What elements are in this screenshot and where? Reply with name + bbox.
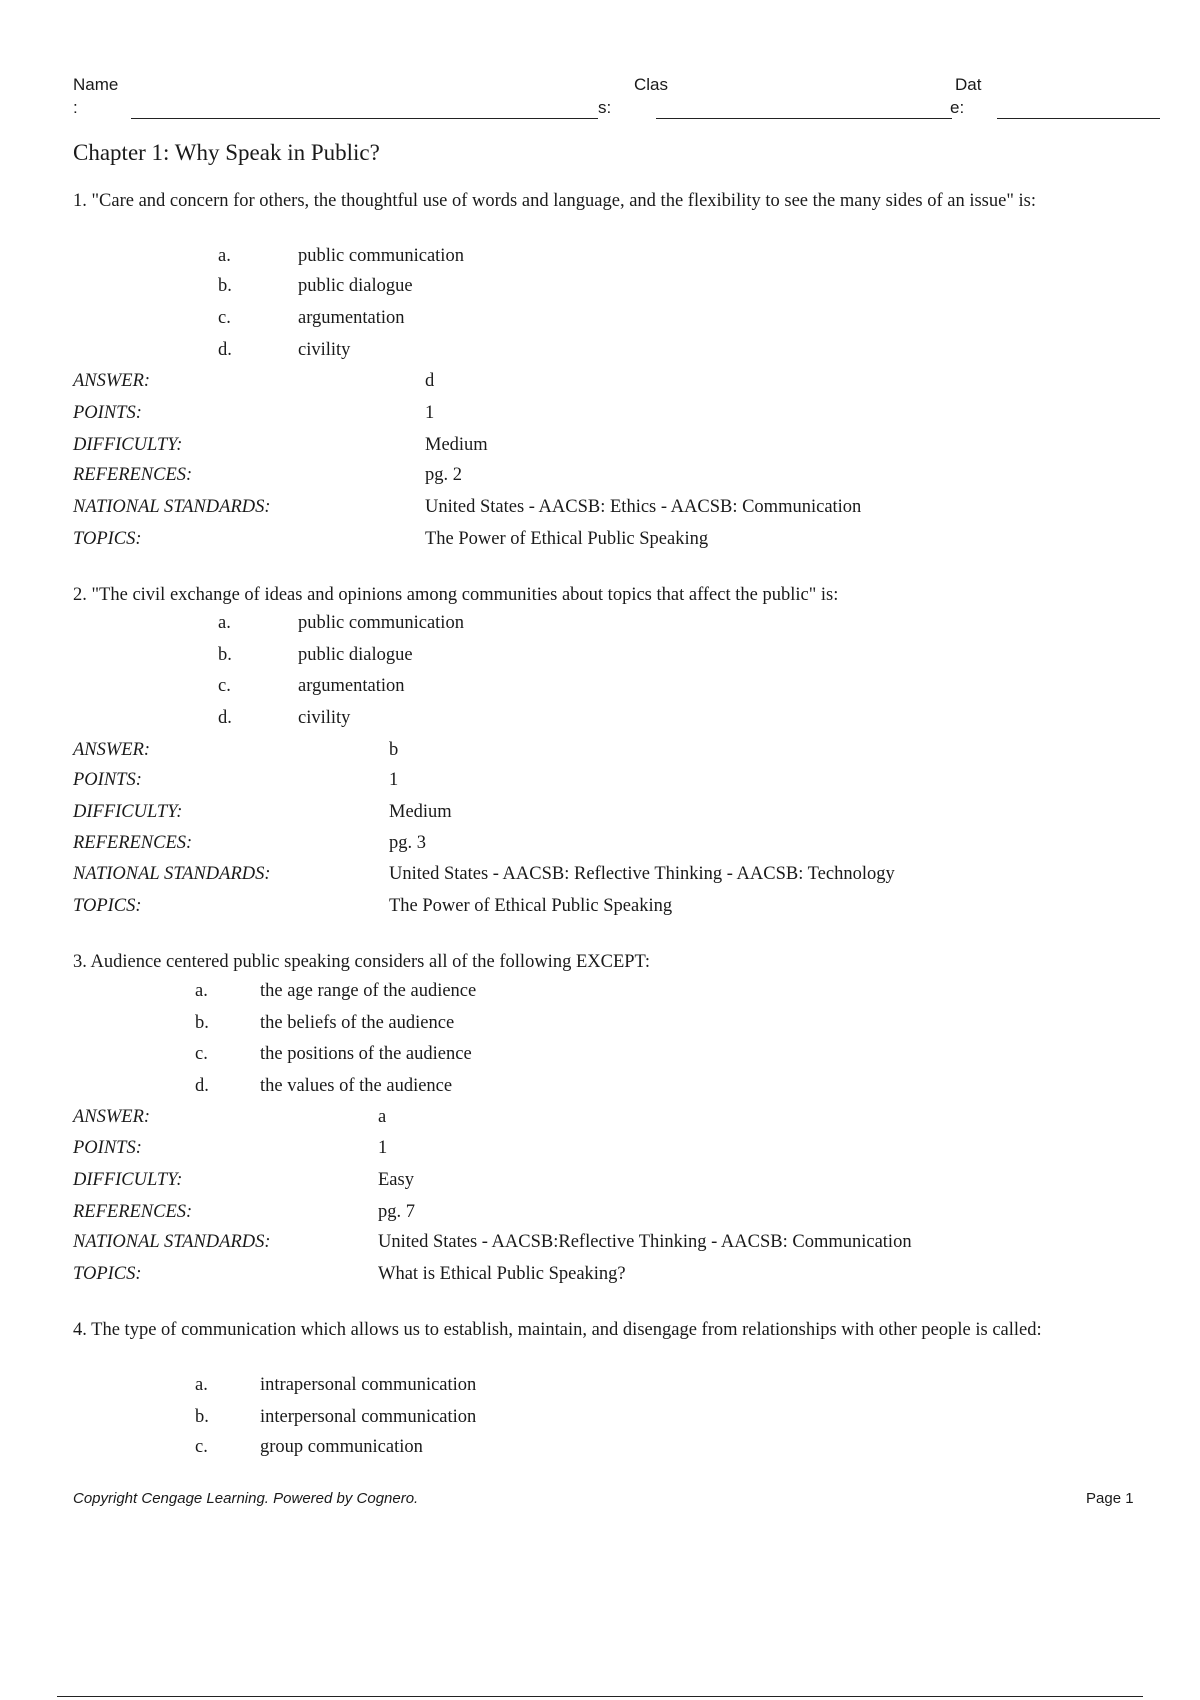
choice-text: public communication: [298, 613, 464, 633]
topics-value: What is Ethical Public Speaking?: [378, 1264, 626, 1284]
points-value: 1: [389, 770, 399, 790]
points-label: POINTS:: [73, 1138, 142, 1158]
page-number: Page 1: [1086, 1490, 1134, 1507]
topics-label: TOPICS:: [73, 1264, 142, 1284]
choice-text: argumentation: [298, 308, 405, 328]
topics-value: The Power of Ethical Public Speaking: [389, 896, 673, 916]
choice-text: interpersonal communication: [260, 1407, 477, 1427]
difficulty-label: DIFFICULTY:: [73, 435, 183, 455]
choice-letter: c.: [218, 308, 231, 328]
answer-value: b: [389, 740, 399, 760]
references-value: pg. 7: [378, 1202, 415, 1222]
choice-letter: a.: [195, 1375, 208, 1395]
choice-text: civility: [298, 340, 351, 360]
choice-text: the beliefs of the audience: [260, 1013, 455, 1033]
answer-label: ANSWER:: [73, 1107, 151, 1127]
references-label: REFERENCES:: [73, 465, 193, 485]
national-standards-value: United States - AACSB: Ethics - AACSB: Communication: [425, 497, 862, 517]
choice-letter: b.: [195, 1407, 209, 1427]
chapter-title: Chapter 1: Why Speak in Public?: [73, 140, 380, 165]
date-colon: e:: [950, 98, 965, 117]
points-label: POINTS:: [73, 770, 142, 790]
difficulty-label: DIFFICULTY:: [73, 802, 183, 822]
points-label: POINTS:: [73, 403, 142, 423]
choice-letter: d.: [218, 340, 232, 360]
class-blank-line[interactable]: [656, 118, 952, 119]
national-standards-label: NATIONAL STANDARDS:: [73, 864, 271, 884]
points-value: 1: [425, 403, 435, 423]
choice-letter: b.: [195, 1013, 209, 1033]
answer-label: ANSWER:: [73, 740, 151, 760]
choice-letter: a.: [195, 981, 208, 1001]
question-text: 2. "The civil exchange of ideas and opinions among communities about topics that affect the public" is:: [73, 585, 839, 605]
bottom-rule: [57, 1696, 1143, 1697]
topics-value: The Power of Ethical Public Speaking: [425, 529, 709, 549]
question-text: 3. Audience centered public speaking considers all of the following EXCEPT:: [73, 952, 651, 972]
choice-text: group communication: [260, 1437, 423, 1457]
points-value: 1: [378, 1138, 388, 1158]
references-label: REFERENCES:: [73, 1202, 193, 1222]
name-label: Name: [73, 75, 119, 94]
answer-value: d: [425, 371, 435, 391]
choice-text: public dialogue: [298, 276, 413, 296]
choice-text: the positions of the audience: [260, 1044, 472, 1064]
choice-text: intrapersonal communication: [260, 1375, 477, 1395]
difficulty-value: Easy: [378, 1170, 414, 1190]
references-label: REFERENCES:: [73, 833, 193, 853]
choice-text: argumentation: [298, 676, 405, 696]
difficulty-value: Medium: [425, 435, 488, 455]
question-text: 4. The type of communication which allows us to establish, maintain, and disengage from relationships with other people is called:: [73, 1320, 1042, 1340]
choice-letter: d.: [218, 708, 232, 728]
national-standards-value: United States - AACSB: Reflective Thinking - AACSB: Technology: [389, 864, 895, 884]
choice-text: public communication: [298, 246, 464, 266]
class-colon: s:: [598, 98, 612, 117]
national-standards-label: NATIONAL STANDARDS:: [73, 1232, 271, 1252]
national-standards-label: NATIONAL STANDARDS:: [73, 497, 271, 517]
references-value: pg. 2: [425, 465, 462, 485]
choice-letter: d.: [195, 1076, 209, 1096]
question-text: 1. "Care and concern for others, the thoughtful use of words and language, and the flexibility to see the many sides of an issue" is:: [73, 191, 1036, 211]
difficulty-label: DIFFICULTY:: [73, 1170, 183, 1190]
choice-text: public dialogue: [298, 645, 413, 665]
answer-label: ANSWER:: [73, 371, 151, 391]
choice-letter: a.: [218, 246, 231, 266]
date-label: Dat: [955, 75, 982, 94]
class-label: Clas: [634, 75, 669, 94]
choice-letter: c.: [195, 1437, 208, 1457]
name-blank-line[interactable]: [131, 118, 598, 119]
national-standards-value: United States - AACSB:Reflective Thinking - AACSB: Communication: [378, 1232, 912, 1252]
date-blank-line[interactable]: [997, 118, 1160, 119]
choice-text: the values of the audience: [260, 1076, 453, 1096]
choice-letter: a.: [218, 613, 231, 633]
choice-letter: b.: [218, 645, 232, 665]
difficulty-value: Medium: [389, 802, 452, 822]
choice-text: the age range of the audience: [260, 981, 477, 1001]
answer-value: a: [378, 1107, 387, 1127]
choice-text: civility: [298, 708, 351, 728]
choice-letter: c.: [195, 1044, 208, 1064]
copyright-text: Copyright Cengage Learning. Powered by Cognero.: [73, 1490, 419, 1507]
choice-letter: c.: [218, 676, 231, 696]
topics-label: TOPICS:: [73, 529, 142, 549]
name-colon: :: [73, 98, 78, 117]
references-value: pg. 3: [389, 833, 426, 853]
topics-label: TOPICS:: [73, 896, 142, 916]
choice-letter: b.: [218, 276, 232, 296]
